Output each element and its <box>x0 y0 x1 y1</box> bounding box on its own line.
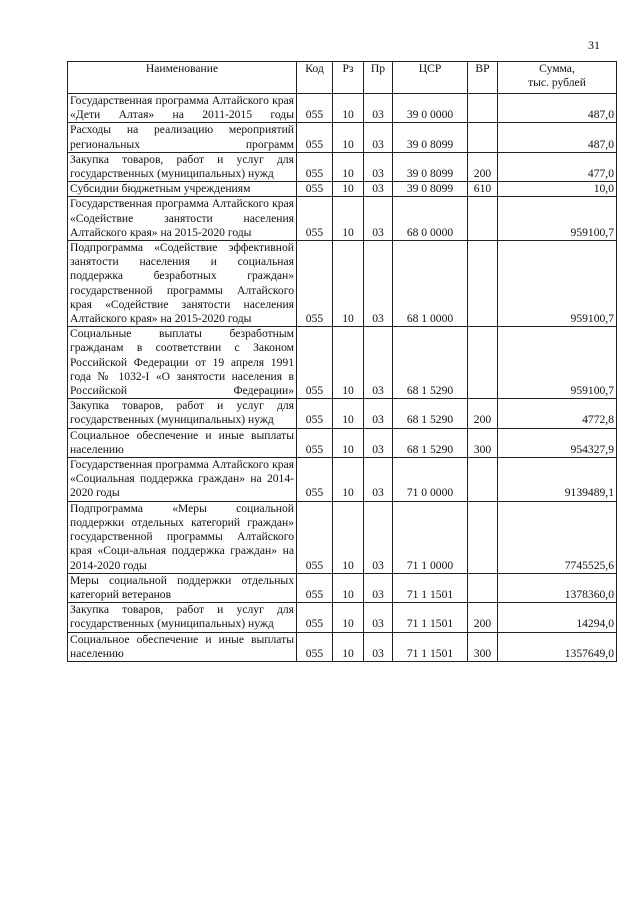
row-vr <box>468 458 498 502</box>
row-pr: 03 <box>364 182 393 197</box>
row-code: 055 <box>297 94 333 123</box>
row-rz: 10 <box>333 428 364 457</box>
row-vr <box>468 501 498 573</box>
row-sum: 959100,7 <box>498 197 617 241</box>
row-pr: 03 <box>364 603 393 632</box>
row-rz: 10 <box>333 327 364 399</box>
header-name: Наименование <box>68 62 297 94</box>
row-name: Закупка товаров, работ и услуг для государственных (муниципальных) нужд <box>68 603 297 632</box>
table-row <box>68 573 617 602</box>
row-pr: 03 <box>364 501 393 573</box>
row-name: Расходы на реализацию мероприятий региональных программ <box>68 123 297 152</box>
row-csr: 39 0 8099 <box>393 123 468 152</box>
row-name: Подпрограмма «Меры социальной поддержки отдельных категорий граждан» государственной программы Алтайского края «Соци-альная поддержка граждан» на 2014-2020 годы <box>68 501 297 573</box>
row-code: 055 <box>297 197 333 241</box>
row-sum: 14294,0 <box>498 603 617 632</box>
row-rz: 10 <box>333 573 364 602</box>
row-code: 055 <box>297 428 333 457</box>
row-rz: 10 <box>333 241 364 327</box>
row-pr: 03 <box>364 123 393 152</box>
row-vr <box>468 123 498 152</box>
row-name: Субсидии бюджетным учреждениям <box>68 182 297 197</box>
row-code: 055 <box>297 603 333 632</box>
row-vr <box>468 197 498 241</box>
table-row <box>68 428 617 457</box>
row-name: Закупка товаров, работ и услуг для государственных (муниципальных) нужд <box>68 399 297 428</box>
table-row <box>68 241 617 327</box>
row-name: Государственная программа Алтайского края «Содействие занятости населения Алтайского края» на 2015-2020 годы <box>68 197 297 241</box>
table-row <box>68 197 617 241</box>
budget-table <box>67 61 617 662</box>
table-row <box>68 152 617 181</box>
row-pr: 03 <box>364 197 393 241</box>
row-code: 055 <box>297 327 333 399</box>
table-row <box>68 327 617 399</box>
row-code: 055 <box>297 241 333 327</box>
row-pr: 03 <box>364 94 393 123</box>
row-code: 055 <box>297 458 333 502</box>
row-csr: 68 0 0000 <box>393 197 468 241</box>
row-vr <box>468 573 498 602</box>
row-rz: 10 <box>333 399 364 428</box>
table-row <box>68 603 617 632</box>
row-csr: 71 1 1501 <box>393 632 468 661</box>
header-sum <box>498 62 617 94</box>
row-vr: 300 <box>468 632 498 661</box>
row-pr: 03 <box>364 241 393 327</box>
row-pr: 03 <box>364 152 393 181</box>
row-rz: 10 <box>333 152 364 181</box>
row-pr: 03 <box>364 632 393 661</box>
row-csr: 39 0 8099 <box>393 182 468 197</box>
header-rz: Рз <box>333 62 364 94</box>
row-rz: 10 <box>333 94 364 123</box>
row-csr: 71 1 1501 <box>393 603 468 632</box>
row-vr: 300 <box>468 428 498 457</box>
row-code: 055 <box>297 182 333 197</box>
row-name: Меры социальной поддержки отдельных категорий ветеранов <box>68 573 297 602</box>
row-csr: 68 1 5290 <box>393 399 468 428</box>
row-csr: 71 0 0000 <box>393 458 468 502</box>
row-csr: 71 1 0000 <box>393 501 468 573</box>
row-pr: 03 <box>364 458 393 502</box>
row-name: Государственная программа Алтайского края «Социальная поддержка граждан» на 2014-2020 годы <box>68 458 297 502</box>
row-rz: 10 <box>333 632 364 661</box>
table-row <box>68 123 617 152</box>
row-vr: 200 <box>468 603 498 632</box>
row-code: 055 <box>297 123 333 152</box>
row-name: Государственная программа Алтайского края «Дети Алтая» на 2011-2015 годы <box>68 94 297 123</box>
row-vr <box>468 241 498 327</box>
row-name: Закупка товаров, работ и услуг для государственных (муниципальных) нужд <box>68 152 297 181</box>
row-csr: 68 1 0000 <box>393 241 468 327</box>
row-sum: 954327,9 <box>498 428 617 457</box>
row-vr: 610 <box>468 182 498 197</box>
row-sum: 959100,7 <box>498 241 617 327</box>
header-sum-line1: Сумма, <box>539 62 575 75</box>
row-sum: 487,0 <box>498 94 617 123</box>
row-pr: 03 <box>364 428 393 457</box>
header-vr: ВР <box>468 62 498 94</box>
row-sum: 1357649,0 <box>498 632 617 661</box>
row-vr <box>468 327 498 399</box>
row-name: Социальное обеспечение и иные выплаты населению <box>68 632 297 661</box>
row-rz: 10 <box>333 501 364 573</box>
row-csr: 71 1 1501 <box>393 573 468 602</box>
row-name: Подпрограмма «Содействие эффективной занятости населения и социальная поддержка безработных граждан» государственной программы Алтайского края «Содействие занятости населения Алтайского края» на 2015-2020 годы <box>68 241 297 327</box>
row-sum: 9139489,1 <box>498 458 617 502</box>
table-row <box>68 182 617 197</box>
table-row <box>68 501 617 573</box>
table-row <box>68 94 617 123</box>
header-row <box>68 62 617 94</box>
row-name: Социальное обеспечение и иные выплаты населению <box>68 428 297 457</box>
header-pr: Пр <box>364 62 393 94</box>
row-vr <box>468 94 498 123</box>
row-csr: 68 1 5290 <box>393 428 468 457</box>
row-csr: 39 0 0000 <box>393 94 468 123</box>
table-row <box>68 632 617 661</box>
row-code: 055 <box>297 501 333 573</box>
row-sum: 477,0 <box>498 152 617 181</box>
header-code: Код <box>297 62 333 94</box>
row-pr: 03 <box>364 399 393 428</box>
page-number: 31 <box>588 38 600 52</box>
row-rz: 10 <box>333 197 364 241</box>
row-vr: 200 <box>468 399 498 428</box>
row-code: 055 <box>297 573 333 602</box>
row-rz: 10 <box>333 123 364 152</box>
table-row <box>68 458 617 502</box>
row-code: 055 <box>297 152 333 181</box>
row-sum: 959100,7 <box>498 327 617 399</box>
row-sum: 487,0 <box>498 123 617 152</box>
header-csr: ЦСР <box>393 62 468 94</box>
row-vr: 200 <box>468 152 498 181</box>
row-csr: 39 0 8099 <box>393 152 468 181</box>
row-rz: 10 <box>333 458 364 502</box>
row-sum: 7745525,6 <box>498 501 617 573</box>
row-sum: 4772,8 <box>498 399 617 428</box>
row-code: 055 <box>297 399 333 428</box>
row-sum: 10,0 <box>498 182 617 197</box>
row-pr: 03 <box>364 327 393 399</box>
table-row <box>68 399 617 428</box>
header-sum-line2: тыс. рублей <box>528 76 586 89</box>
row-name: Социальные выплаты безработным гражданам в соответствии с Законом Российской Федерации от 19 апреля 1991 года № 1032-I «О занятости населения в Российской Федерации» <box>68 327 297 399</box>
row-csr: 68 1 5290 <box>393 327 468 399</box>
row-pr: 03 <box>364 573 393 602</box>
row-sum: 1378360,0 <box>498 573 617 602</box>
row-rz: 10 <box>333 182 364 197</box>
row-rz: 10 <box>333 603 364 632</box>
row-code: 055 <box>297 632 333 661</box>
